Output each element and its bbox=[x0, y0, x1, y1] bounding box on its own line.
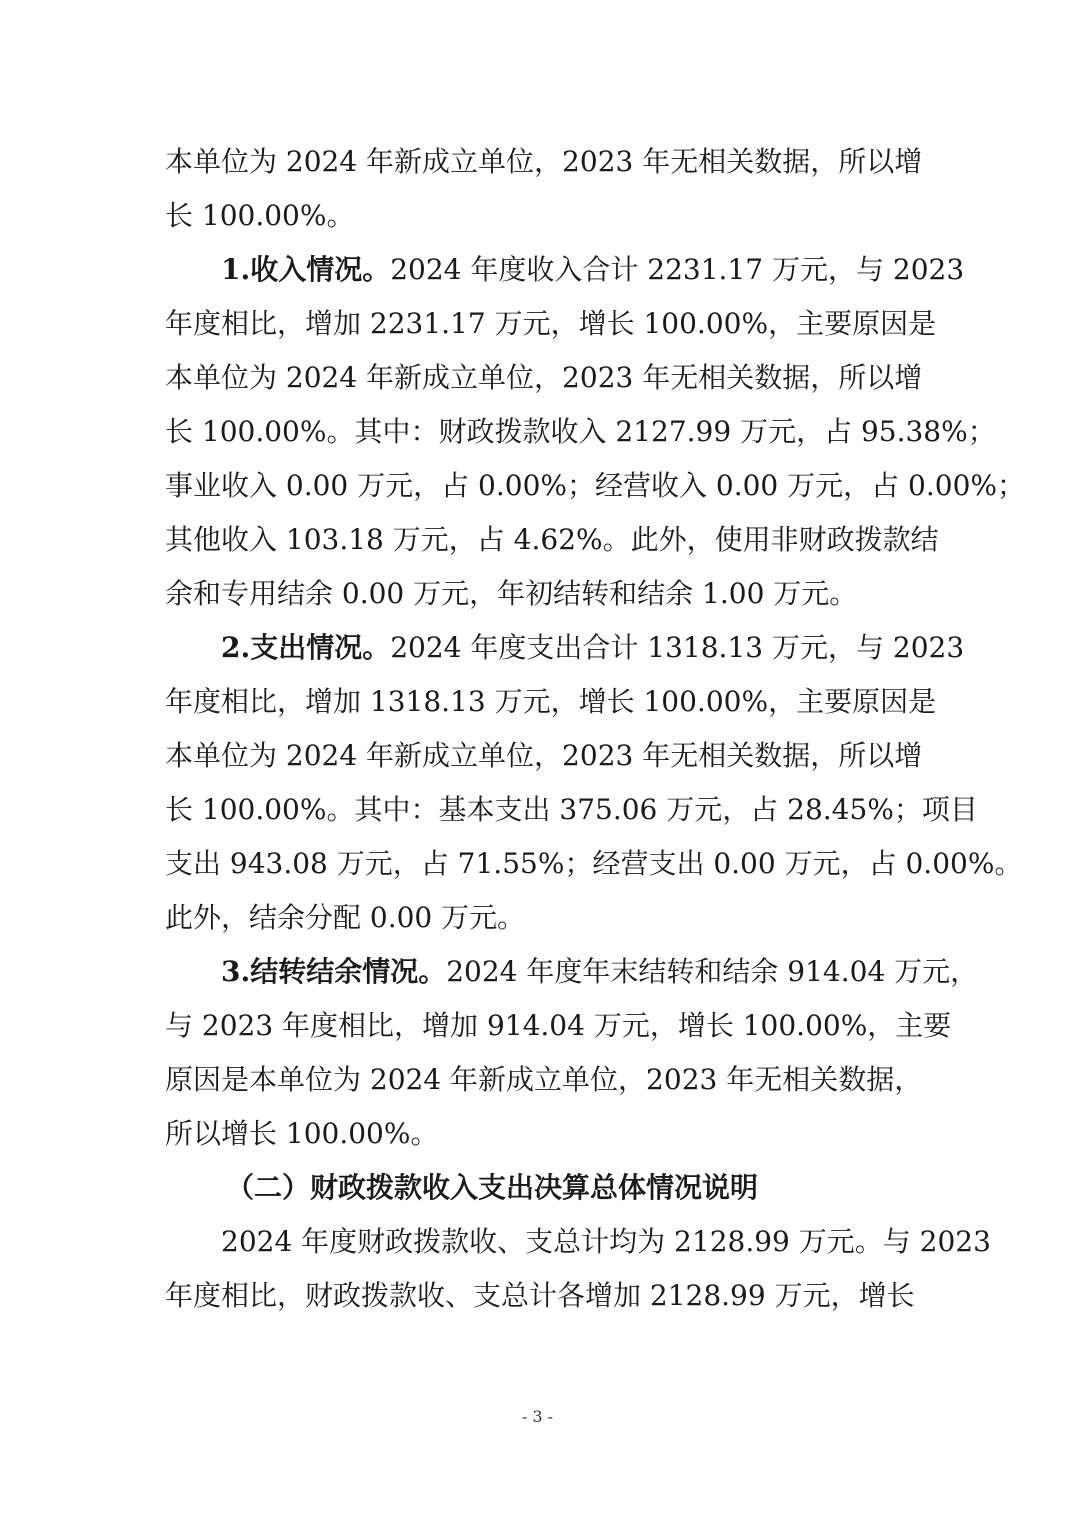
paragraph-line: 长 100.00%。 bbox=[165, 199, 355, 232]
carryover-heading: 3.结转结余情况。 bbox=[221, 955, 447, 988]
paragraph-line bbox=[221, 628, 965, 668]
paragraph-line: 本单位为 2024 年新成立单位，2023 年无相关数据，所以增 bbox=[165, 145, 923, 178]
paragraph-line: 原因是本单位为 2024 年新成立单位，2023 年无相关数据， bbox=[165, 1063, 923, 1096]
paragraph-text: 2024 年度年末结转和结余 914.04 万元， bbox=[446, 955, 979, 988]
paragraph-line: 与 2023 年度相比，增加 914.04 万元，增长 100.00%，主要 bbox=[165, 1009, 952, 1042]
paragraph-line: 年度相比，增加 2231.17 万元，增长 100.00%，主要原因是 bbox=[165, 307, 937, 340]
paragraph-text: 2024 年度支出合计 1318.13 万元，与 2023 bbox=[390, 631, 965, 664]
paragraph-line bbox=[221, 250, 965, 290]
paragraph-line: 其他收入 103.18 万元，占 4.62%。此外，使用非财政拨款结 bbox=[165, 523, 939, 556]
paragraph-line: 所以增长 100.00%。 bbox=[165, 1117, 439, 1150]
paragraph-line: 支出 943.08 万元，占 71.55%；经营支出 0.00 万元，占 0.00%。 bbox=[165, 847, 1023, 880]
paragraph-line: 年度相比，财政拨款收、支总计各增加 2128.99 万元，增长 bbox=[165, 1279, 915, 1312]
paragraph-line: 年度相比，增加 1318.13 万元，增长 100.00%，主要原因是 bbox=[165, 685, 937, 718]
paragraph-line: 本单位为 2024 年新成立单位，2023 年无相关数据，所以增 bbox=[165, 739, 923, 772]
paragraph-line: 长 100.00%。其中：基本支出 375.06 万元，占 28.45%；项目 bbox=[165, 793, 978, 826]
paragraph-line bbox=[221, 952, 979, 992]
paragraph-text: 2024 年度收入合计 2231.17 万元，与 2023 bbox=[390, 253, 965, 286]
paragraph-line: 长 100.00%。其中：财政拨款收入 2127.99 万元，占 95.38%； bbox=[165, 415, 996, 448]
section-heading: （二）财政拨款收入支出决算总体情况说明 bbox=[226, 1171, 759, 1204]
paragraph-line: 2024 年度财政拨款收、支总计均为 2128.99 万元。与 2023 bbox=[221, 1225, 991, 1258]
paragraph-line: 此外，结余分配 0.00 万元。 bbox=[165, 901, 526, 934]
paragraph-line: 事业收入 0.00 万元，占 0.00%；经营收入 0.00 万元，占 0.00%； bbox=[165, 469, 1025, 502]
paragraph-line: 余和专用结余 0.00 万元，年初结转和结余 1.00 万元。 bbox=[165, 577, 858, 610]
income-heading: 1.收入情况。 bbox=[221, 253, 391, 286]
paragraph-line: 本单位为 2024 年新成立单位，2023 年无相关数据，所以增 bbox=[165, 361, 923, 394]
expenditure-heading: 2.支出情况。 bbox=[221, 631, 391, 664]
page-number: - 3 - bbox=[521, 1407, 554, 1426]
